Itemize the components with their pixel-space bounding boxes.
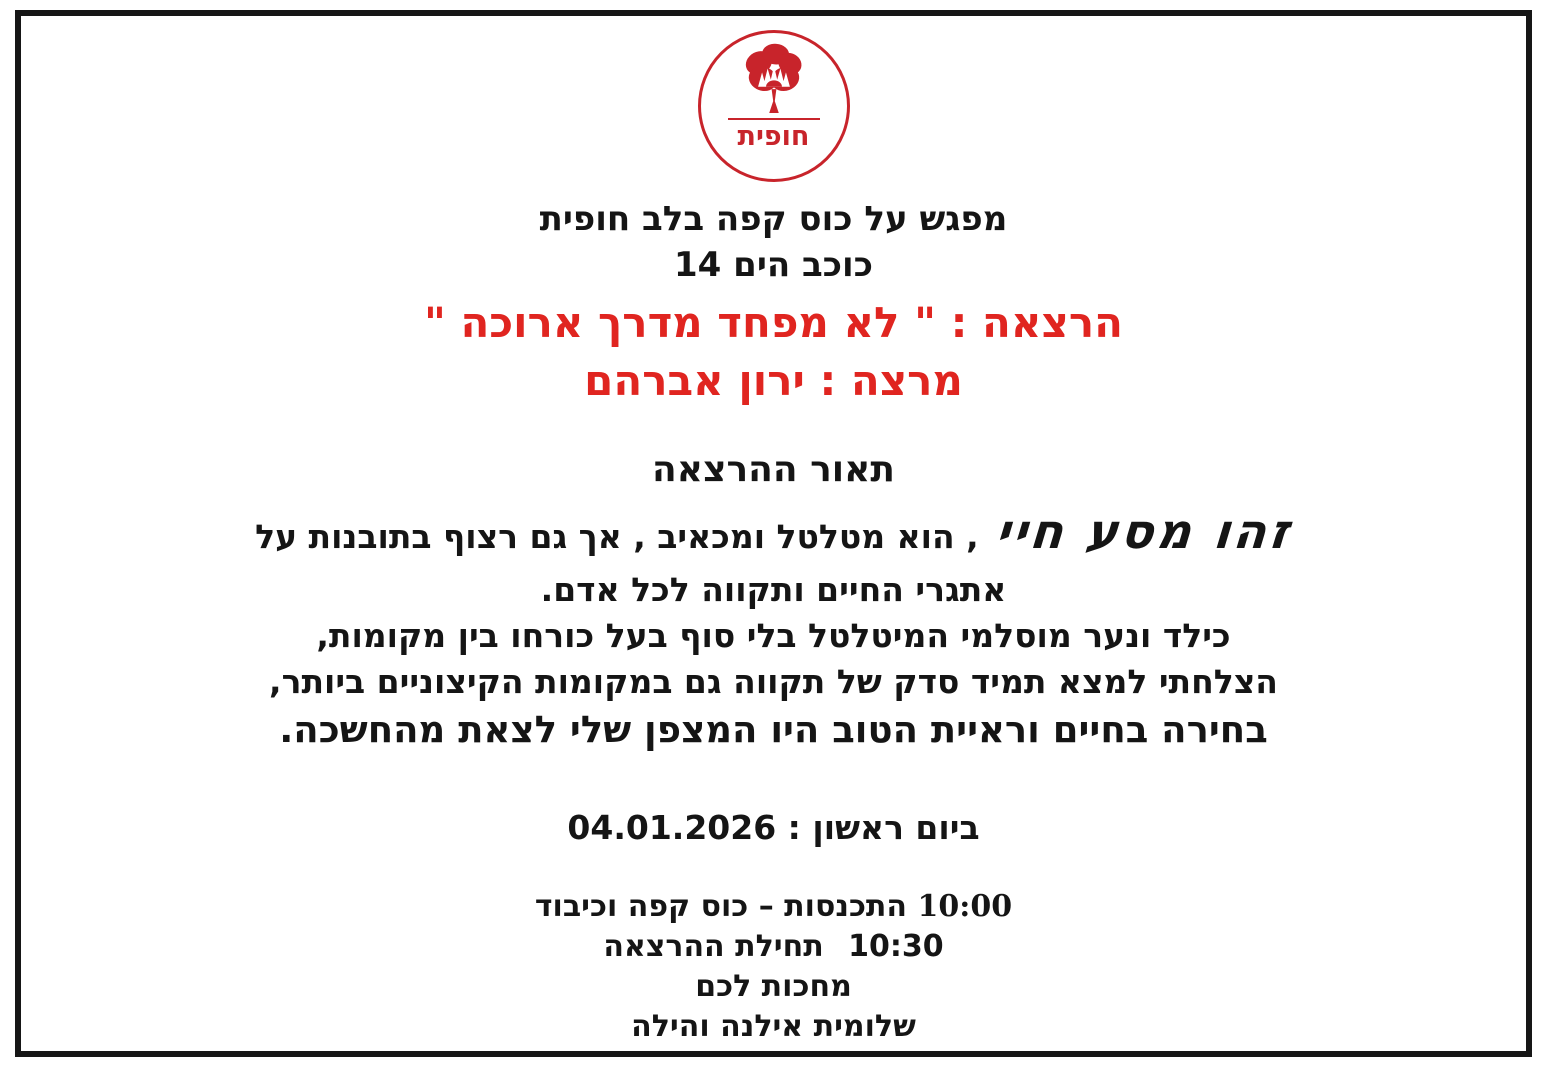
description-line-1-rest: , הוא מטלטל ומכאיב , אך גם רצוף בתובנות על <box>255 517 979 556</box>
lecture-presenter: מרצה : ירון אברהם <box>584 356 963 405</box>
hofit-logo <box>698 30 850 182</box>
schedule-line-2 <box>21 927 1526 967</box>
schedule-line-1 <box>21 887 1526 927</box>
header-line-1: מפגש על כוס קפה בלב חופית <box>539 199 1008 239</box>
description-highlight: בחירה בחיים וראיית הטוב היו המצפן שלי לצאת מהחשכה. <box>279 708 1268 751</box>
event-date: ביום ראשון : 04.01.2026 <box>567 808 980 847</box>
time-1-label: התכנסות – כוס קפה וכיבוד <box>534 889 908 924</box>
closing-line-1: מחכות לכם <box>695 969 852 1004</box>
poppy-flower-icon <box>726 33 822 117</box>
time-2-label: תחילת ההרצאה <box>603 929 824 964</box>
time-1: 10:00 <box>917 889 1013 924</box>
lecture-title: הרצאה : " לא מפחד מדרך ארוכה " <box>423 298 1123 347</box>
description-heading: תאור ההרצאה <box>652 449 895 490</box>
logo-wordmark: חופית <box>737 121 810 152</box>
description-line-4: הצלחתי למצא תמיד סדק של תקווה גם במקומות הקיצוניים ביותר, <box>269 662 1278 701</box>
flyer-content <box>21 16 1526 1051</box>
page-frame <box>15 10 1532 1057</box>
logo-divider <box>728 118 820 120</box>
time-2: 10:30 <box>848 929 944 964</box>
header-line-2: כוכב הים 14 <box>674 245 873 285</box>
script-phrase: זהו מסע חיי <box>993 504 1295 560</box>
description-line-1 <box>21 502 1526 567</box>
description-line-3: כילד ונער מוסלמי המיטלטל בלי סוף בעל כורחו בין מקומות, <box>316 616 1231 655</box>
description-line-2: אתגרי החיים ותקווה לכל אדם. <box>540 570 1007 609</box>
closing-line-2: שלומית אילנה והילה <box>631 1009 916 1044</box>
